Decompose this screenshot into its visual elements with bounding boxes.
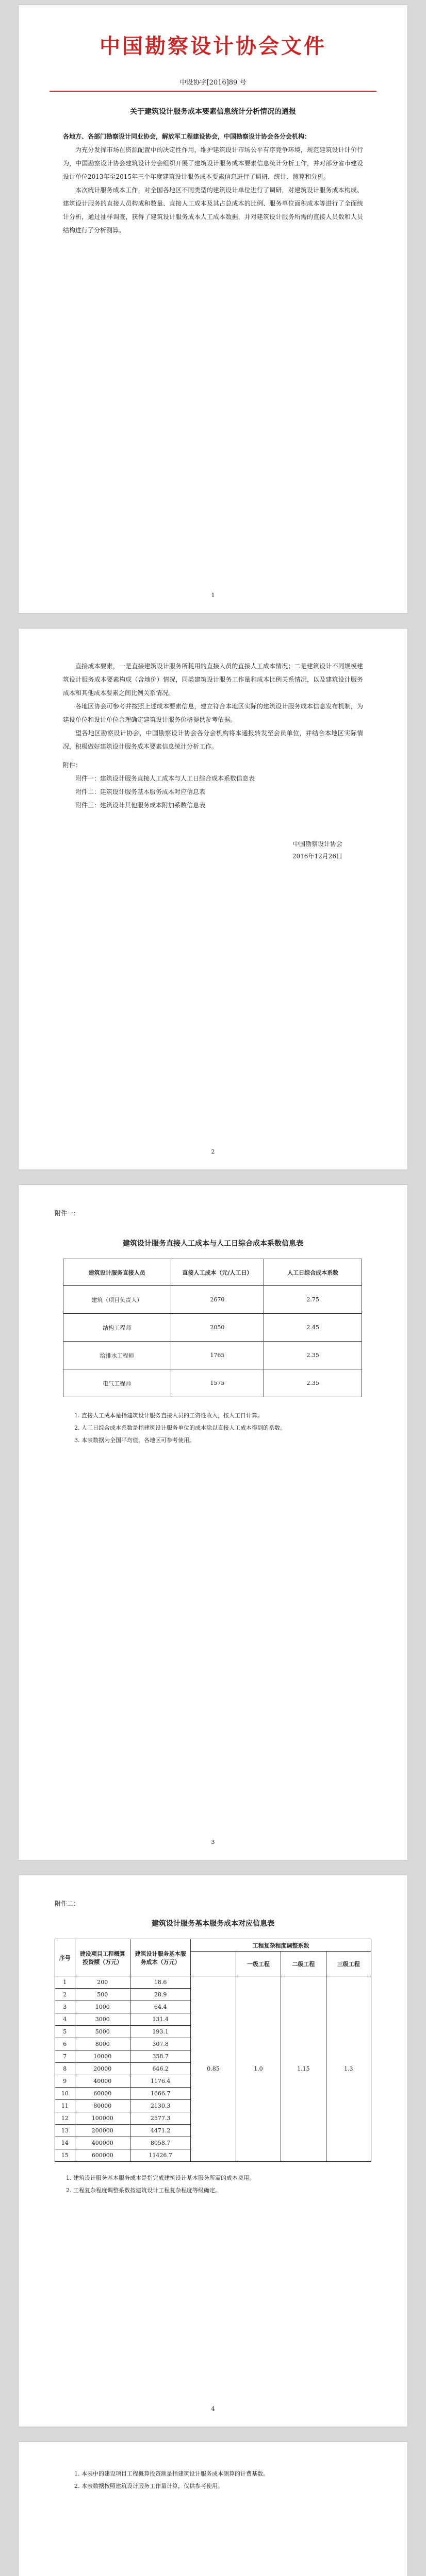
table-cell: 2.45	[264, 1314, 362, 1342]
red-divider	[50, 91, 376, 92]
table-cell: 358.7	[130, 2050, 191, 2063]
attachment-item: 附件三：建筑设计其他服务成本附加系数信息表	[75, 802, 206, 809]
table-cell: 8058.7	[130, 2137, 191, 2149]
table-cell: 建筑（项目负责人）	[63, 1286, 171, 1314]
document-number: 中设协字[2016]89 号	[179, 79, 247, 87]
page-number: 2	[211, 1148, 215, 1155]
table-cell: 15	[55, 2149, 75, 2162]
complexity-factor-cell: 1.0	[236, 1976, 281, 2162]
table-row	[55, 1976, 371, 1989]
table-cell: 100000	[75, 2112, 130, 2125]
table-note: 1. 本表中的建设项目工程概算投资额是指建筑设计服务成本测算的计费基数。	[74, 2470, 269, 2477]
complexity-factor-cell: 0.85	[191, 1976, 236, 2162]
table-cell: 60000	[75, 2088, 130, 2100]
table-cell: 9	[55, 2075, 75, 2088]
table-note: 1. 建筑设计服务基本服务成本是指完成建筑设计基本服务所需的成本费用。	[66, 2175, 255, 2181]
table-cell: 6	[55, 2038, 75, 2050]
table-cell: 1	[55, 1976, 75, 1989]
table-header: 二级工程	[281, 1952, 326, 1976]
table-header: 建筑设计服务基本服务成本（万元）	[130, 1939, 191, 1976]
paragraph: 为充分发挥市场在资源配置中的决定性作用，维护建筑设计市场公平有序竞争环境，规范建筑设计计价行为，中国勘察设计协会建筑设计分会组织开展了建筑设计服务成本要素信息统计分析工作，并对部分省市建设设计单位2013年至2015年三个年度建筑设计服务成本要素信息进行了调研，统计、测算和分析。	[63, 146, 363, 180]
table-cell: 1176.4	[130, 2075, 191, 2088]
table-cell: 2577.3	[130, 2112, 191, 2125]
document-page-4	[19, 1875, 407, 2427]
attachment-label: 附件一：	[55, 1210, 80, 1217]
table-header: 建设项目工程概算投资额（万元）	[75, 1939, 130, 1976]
table-cell: 64.4	[130, 2001, 191, 2013]
table-cell: 7	[55, 2050, 75, 2063]
table-cell: 12	[55, 2112, 75, 2125]
table-title: 建筑设计服务直接人工成本与人工日综合成本系数信息表	[123, 1240, 303, 1248]
table-row	[63, 1286, 362, 1314]
table-cell: 28.9	[130, 1989, 191, 2001]
table-cell: 结构工程师	[63, 1314, 171, 1342]
table-header: 一级工程	[236, 1952, 281, 1976]
table-cell: 1000	[75, 2001, 130, 2013]
table-cell: 400000	[75, 2137, 130, 2149]
table-cell: 10000	[75, 2050, 130, 2063]
table-cell: 600000	[75, 2149, 130, 2162]
table-cell: 2.75	[264, 1286, 362, 1314]
attachments-label: 附件：	[63, 761, 82, 769]
table-header	[191, 1952, 236, 1976]
table-note: 3. 本表数据为全国平均值，各地区可参考使用。	[74, 1437, 195, 1444]
table-cell: 131.4	[130, 2013, 191, 2026]
table-cell: 5	[55, 2026, 75, 2038]
table-note: 2. 本表数据按照建筑设计服务工作量计算，仅供参考使用。	[74, 2483, 223, 2489]
table-header: 直接人工成本（元/人工日）	[171, 1259, 264, 1286]
paragraph: 各地区协会可参考并按照上述成本要素信息，建立符合本地区实际的建筑设计服务成本信息发布机制，为建设单位和设计单位合理确定建筑设计服务价格提供参考依据。	[63, 703, 363, 723]
table-cell: 5000	[75, 2026, 130, 2038]
signer: 中国勘察设计协会	[292, 840, 342, 848]
table-cell: 1765	[171, 1342, 264, 1369]
document-title: 关于建筑设计服务成本要素信息统计分析情况的通报	[130, 108, 296, 116]
table-cell: 13	[55, 2125, 75, 2137]
table-cell: 4	[55, 2013, 75, 2026]
attachment-item: 附件一：建筑设计服务直接人工成本与人工日综合成本系数信息表	[75, 775, 255, 782]
table-cell: 2	[55, 1989, 75, 2001]
table-cell: 8000	[75, 2038, 130, 2050]
table-cell: 2130.3	[130, 2100, 191, 2112]
table-title: 建筑设计服务基本服务成本对应信息表	[152, 1920, 274, 1928]
document-page-1	[19, 5, 407, 613]
table-cell: 18.6	[130, 1976, 191, 1989]
table-cell: 1575	[171, 1369, 264, 1397]
table-header: 序号	[55, 1939, 75, 1976]
table-cell: 1666.7	[130, 2088, 191, 2100]
table-cell: 200000	[75, 2125, 130, 2137]
table-cell: 11	[55, 2100, 75, 2112]
document-page-5	[19, 2442, 407, 2576]
masthead-title: 中国勘察设计协会文件	[100, 34, 326, 58]
paragraph: 望各地区勘察设计协会，中国勘察设计协会各分会机构将本通报转发至会员单位，并结合本地区实际情况，积极做好建筑设计服务成本要素信息统计分析工作。	[63, 730, 363, 750]
table-cell: 500	[75, 1989, 130, 2001]
table-cell: 14	[55, 2137, 75, 2149]
table-cell: 80000	[75, 2100, 130, 2112]
page-number: 3	[211, 1839, 215, 1845]
table-cell: 11426.7	[130, 2149, 191, 2162]
table-header: 三级工程	[326, 1952, 371, 1976]
table-cell: 3000	[75, 2013, 130, 2026]
complexity-factor-cell: 1.15	[281, 1976, 326, 2162]
table-cell: 3	[55, 2001, 75, 2013]
table-header: 建筑设计服务直接人员	[63, 1259, 171, 1286]
complexity-factor-cell: 1.3	[326, 1976, 371, 2162]
table-cell: 20000	[75, 2063, 130, 2075]
table-row	[63, 1342, 362, 1369]
table-cell: 307.8	[130, 2038, 191, 2050]
table-header: 人工日综合成本系数	[264, 1259, 362, 1286]
table-cell: 2.35	[264, 1369, 362, 1397]
document-page-2	[19, 629, 407, 1170]
table-row	[63, 1314, 362, 1342]
labor-cost-table	[63, 1259, 362, 1397]
table-header: 工程复杂程度调整系数	[191, 1939, 371, 1952]
table-row	[63, 1369, 362, 1397]
paragraph: 本次统计服务成本工作，对全国各地区不同类型的建筑设计单位进行了调研，对建筑设计服务成本构成、建筑设计服务的直接人员构成和数量、直接人工成本及其占总成本的比例、服务单位面积成本等进行了全面统计分析，通过抽样调查，获得了建筑设计服务成本人工成本数据，并对建筑设计服务所需的直接人员数和人员结构进行了分析测算。	[63, 187, 363, 234]
table-cell: 200	[75, 1976, 130, 1989]
attachment-item: 附件二：建筑设计服务基本服务成本对应信息表	[75, 788, 206, 795]
paragraph: 直接成本要素，一是直接建筑设计服务所耗用的直接人员的直接人工成本情况；二是建筑设计不同规模建筑设计服务成本要素构成（含地价）情况，同类建筑设计服务工作量和成本比例关系情况，以及建筑设计服务成本和其他成本要素之间比例关系情况。	[63, 663, 363, 697]
table-cell: 2050	[171, 1314, 264, 1342]
table-note: 1. 直接人工成本是指建筑设计服务直接人员的工资性收入，按人工日计算。	[74, 1412, 263, 1419]
table-note: 2. 工程复杂程度调整系数按建筑设计工程复杂程度等级确定。	[66, 2187, 221, 2194]
table-cell: 40000	[75, 2075, 130, 2088]
table-cell: 2.35	[264, 1342, 362, 1369]
table-cell: 4471.2	[130, 2125, 191, 2137]
page-number: 1	[211, 592, 215, 599]
table-cell: 8	[55, 2063, 75, 2075]
attachment-label: 附件二：	[55, 1900, 80, 1907]
table-cell: 给排水工程师	[63, 1342, 171, 1369]
signing-date: 2016年12月26日	[292, 853, 342, 860]
salutation: 各地方、各部门勘察设计同业协会，解放军工程建设协会，中国勘察设计协会各分会机构：	[63, 133, 311, 140]
page-number: 4	[211, 2405, 215, 2412]
base-cost-table	[55, 1939, 371, 2162]
table-note: 2. 人工日综合成本系数是指建筑设计服务单位的成本除以直接人工成本得到的系数。	[74, 1425, 286, 1431]
table-cell: 646.2	[130, 2063, 191, 2075]
table-cell: 193.1	[130, 2026, 191, 2038]
document-page-3	[19, 1185, 407, 1860]
table-cell: 电气工程师	[63, 1369, 171, 1397]
table-cell: 10	[55, 2088, 75, 2100]
table-cell: 2670	[171, 1286, 264, 1314]
